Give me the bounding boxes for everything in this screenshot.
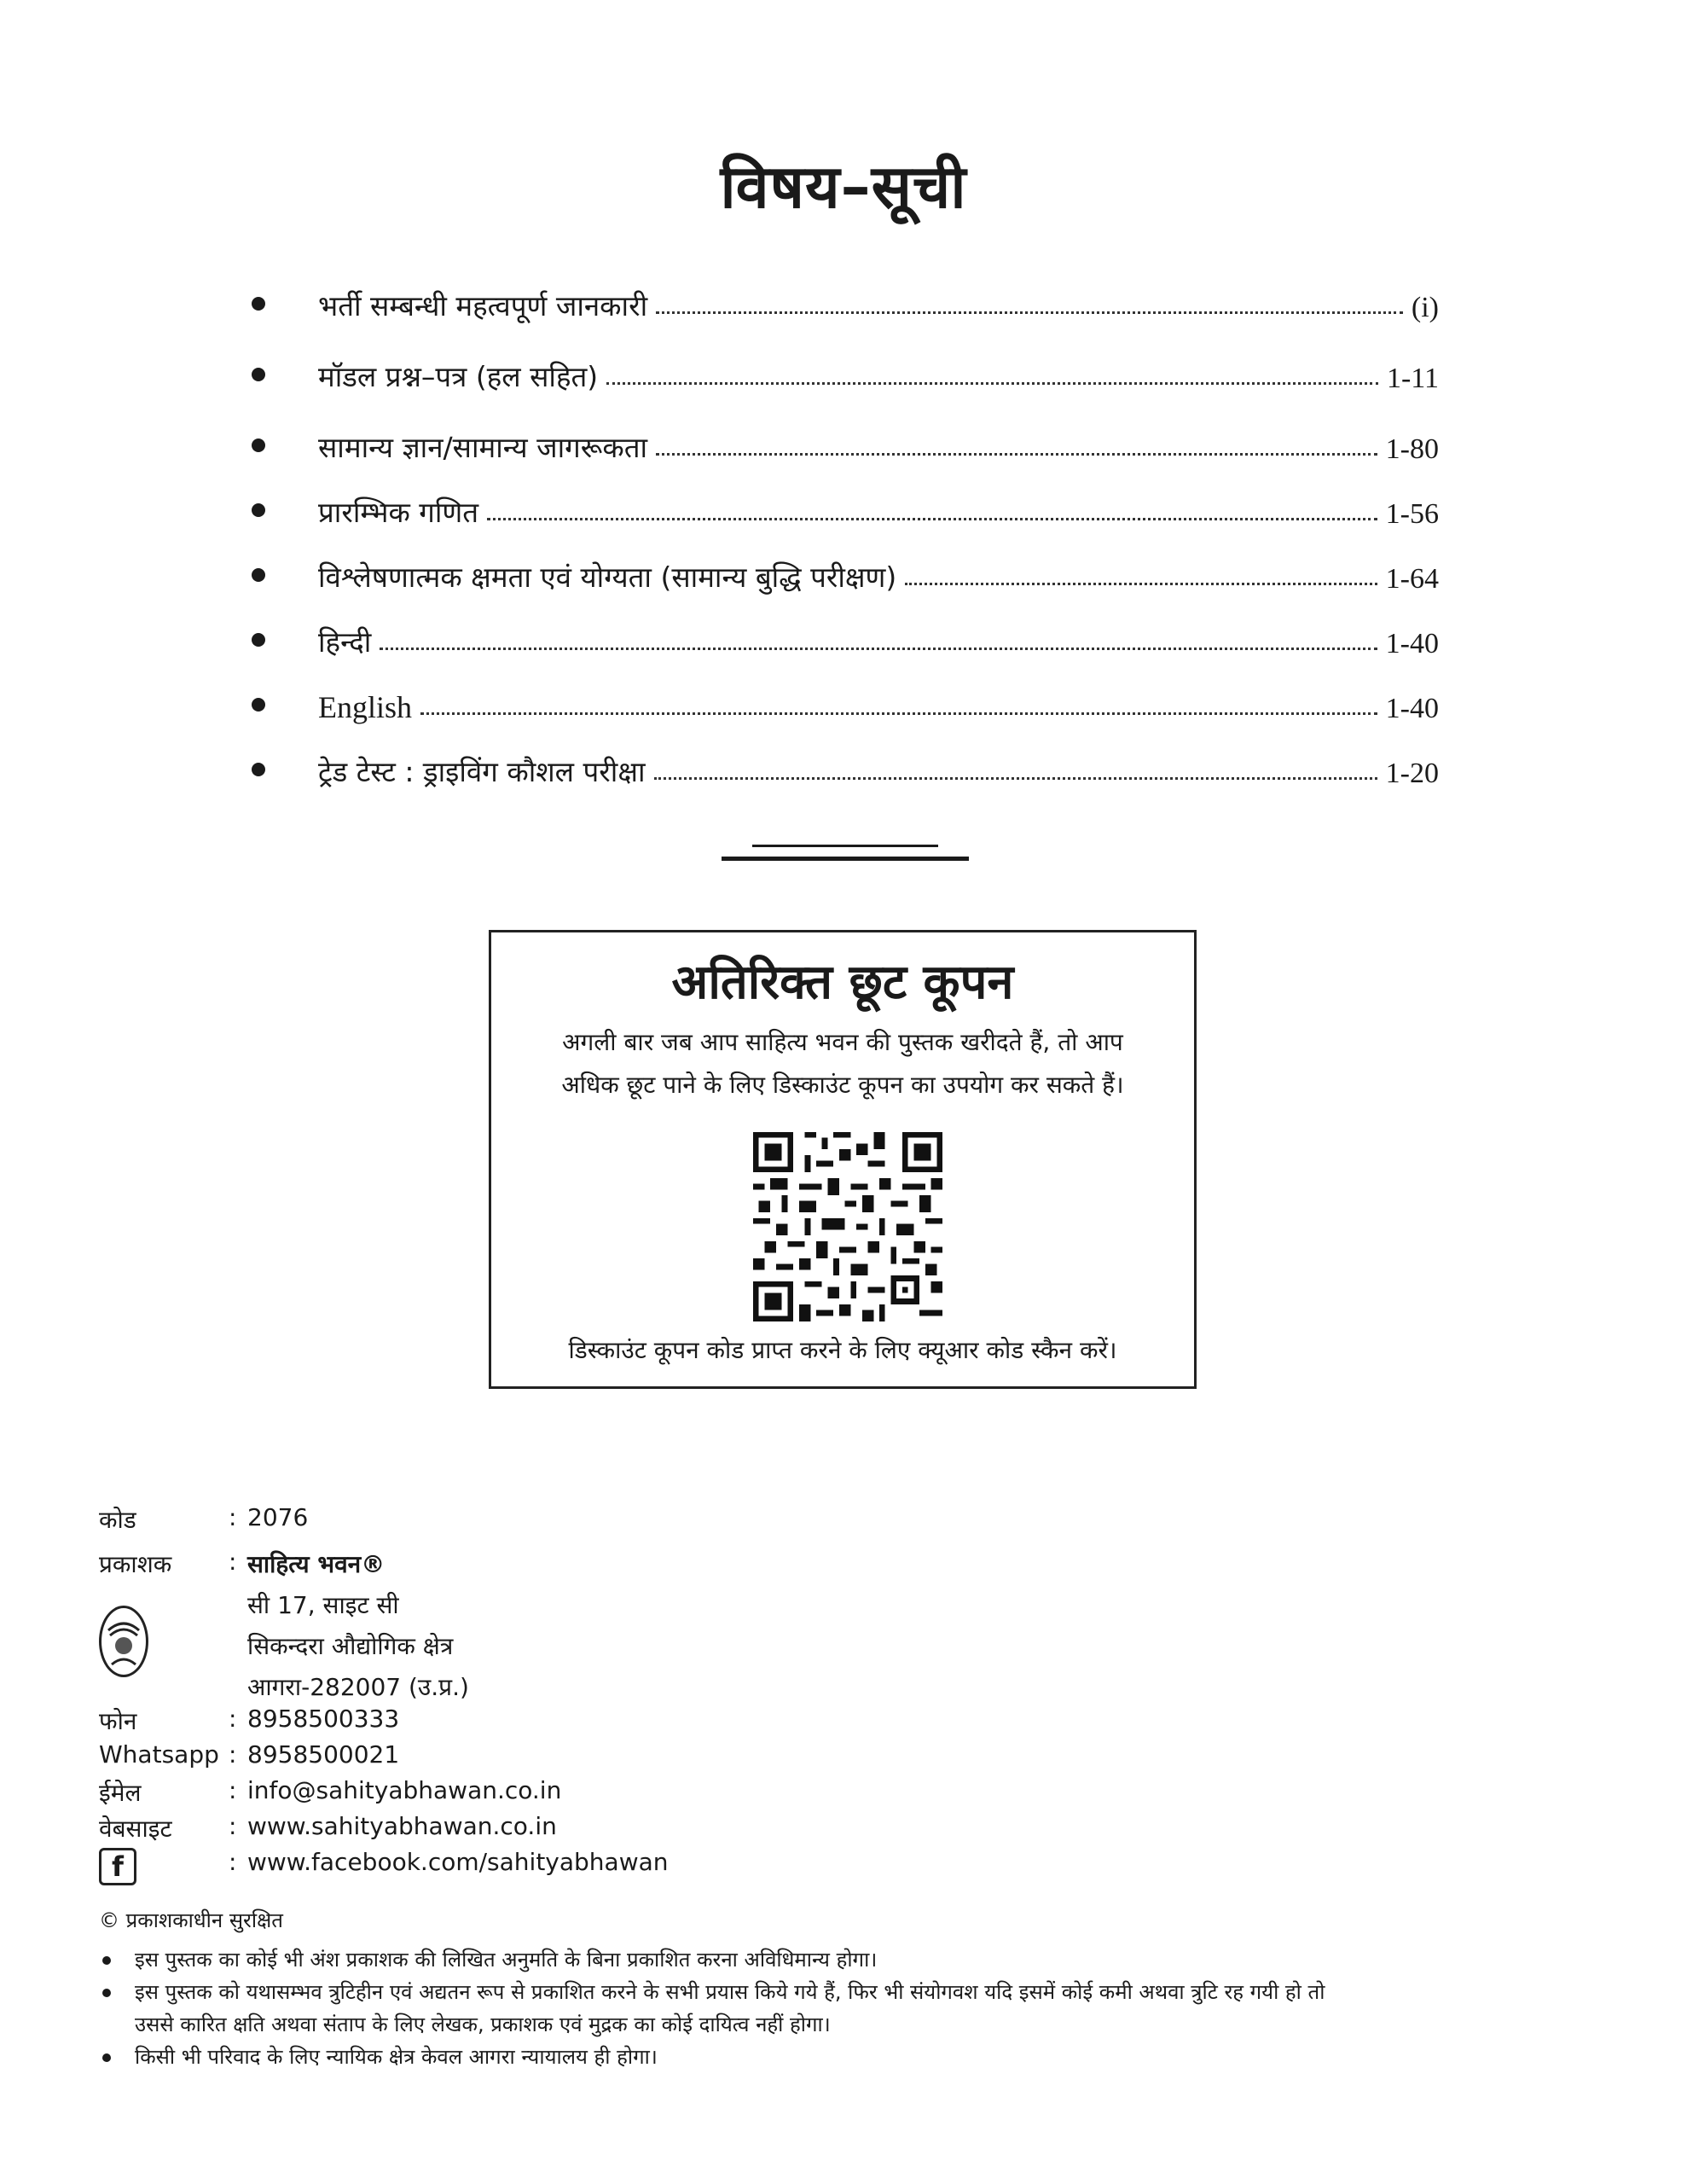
toc-label: सामान्य ज्ञान/सामान्य जागरूकता: [318, 431, 648, 464]
legal-point: [99, 1943, 1464, 1976]
bullet-icon: [102, 1956, 111, 1965]
toc-page: 1-64: [1385, 563, 1439, 595]
separator: :: [229, 1812, 237, 1840]
toc-item: [252, 674, 1439, 725]
toc-item: [252, 609, 1439, 660]
coupon-title: अतिरिक्त छूट कूपन: [671, 955, 1014, 1010]
whatsapp-label: Whatsapp: [99, 1740, 219, 1769]
bullet-icon: [252, 633, 265, 647]
toc-page: 1-40: [1385, 628, 1439, 659]
toc-label: ट्रेड टेस्ट : ड्राइविंग कौशल परीक्षा: [318, 755, 646, 788]
toc-item: [252, 544, 1439, 595]
toc-label: विश्लेषणात्मक क्षमता एवं योग्यता (सामान्य बुद्धि परीक्षण): [318, 561, 897, 594]
toc-page: 1-40: [1385, 693, 1439, 724]
publisher-logo-icon: [99, 1606, 148, 1677]
toc-label: भर्ती सम्बन्धी महत्वपूर्ण जानकारी: [318, 289, 648, 322]
toc-page: (i): [1411, 292, 1439, 323]
coupon-line: अधिक छूट पाने के लिए डिस्काउंट कूपन का उपयोग कर सकते हैं।: [561, 1071, 1124, 1099]
dot-leader: [487, 518, 1377, 520]
toc-label: English: [318, 690, 413, 724]
address-line: सिकन्दरा औद्योगिक क्षेत्र: [247, 1632, 454, 1660]
legal-notes: [99, 1904, 1464, 2073]
toc-item: [252, 479, 1439, 531]
bullet-icon: [252, 503, 265, 517]
toc-page: 1-11: [1386, 363, 1439, 394]
phone-value: 8958500333: [247, 1705, 400, 1733]
qr-code-icon[interactable]: [753, 1132, 942, 1321]
toc-item: [252, 739, 1439, 790]
page-title: विषय–सूची: [720, 152, 967, 222]
phone-label: फोन: [99, 1707, 137, 1735]
email-label: ईमेल: [99, 1779, 142, 1807]
legal-point: [99, 2041, 1464, 2073]
dot-leader: [656, 311, 1403, 314]
dot-leader: [606, 382, 1378, 385]
bullet-icon: [252, 368, 265, 381]
divider-short: [752, 845, 938, 847]
dot-leader: [380, 648, 1377, 650]
toc-page: 1-20: [1385, 758, 1439, 789]
bullet-icon: [252, 297, 265, 311]
separator: :: [229, 1548, 237, 1576]
toc-page: 1-80: [1385, 433, 1439, 465]
code-label: कोड: [99, 1506, 136, 1534]
legal-text: किसी भी परिवाद के लिए न्यायिक क्षेत्र केवल आगरा न्यायालय ही होगा।: [135, 2045, 658, 2069]
toc-item: [252, 415, 1439, 466]
separator: :: [229, 1705, 237, 1733]
facebook-link[interactable]: www.facebook.com/sahityabhawan: [247, 1848, 669, 1876]
separator: :: [229, 1776, 237, 1804]
facebook-icon: f: [99, 1848, 136, 1885]
bullet-icon: [252, 568, 265, 582]
legal-text: इस पुस्तक को यथासम्भव त्रुटिहीन एवं अद्यतन रूप से प्रकाशित करने के सभी प्रयास किये गये हैं, फिर भी संयोगवश यदि इसमें कोई कमी अथवा त्रुटि रह गयी हो तो उससे कारित क्षति अथवा संताप के लिए लेखक, प्रकाशक एवं मुद्रक का कोई दायित्व नहीं होगा।: [135, 1980, 1325, 2036]
bullet-icon: [252, 763, 265, 776]
toc-page: 1-56: [1385, 498, 1439, 530]
publisher-name: साहित्य भवन®: [247, 1550, 386, 1578]
dot-leader: [420, 712, 1377, 715]
code-value: 2076: [247, 1503, 309, 1531]
divider-long: [722, 857, 969, 861]
publisher-label: प्रकाशक: [99, 1550, 172, 1578]
dot-leader: [905, 583, 1377, 585]
toc-item: [252, 344, 1439, 395]
discount-coupon-box: [489, 930, 1197, 1389]
separator: :: [229, 1503, 237, 1531]
legal-text: इस पुस्तक का कोई भी अंश प्रकाशक की लिखित अनुमति के बिना प्रकाशित करना अविधिमान्य होगा।: [135, 1948, 878, 1972]
toc-label: प्रारम्भिक गणित: [318, 496, 479, 529]
copyright-notice: © प्रकाशकाधीन सुरक्षित: [99, 1908, 283, 1932]
bullet-icon: [102, 1989, 111, 1997]
coupon-footer: डिस्काउंट कूपन कोड प्राप्त करने के लिए क्यूआर कोड स्कैन करें।: [568, 1336, 1117, 1364]
address-line: सी 17, साइट सी: [247, 1591, 399, 1619]
toc-item: [252, 273, 1439, 324]
coupon-description: [517, 1021, 1168, 1107]
website-label: वेबसाइट: [99, 1815, 172, 1843]
coupon-line: अगली बार जब आप साहित्य भवन की पुस्तक खरीदते हैं, तो आप: [562, 1028, 1123, 1056]
dot-leader: [656, 453, 1377, 456]
bullet-icon: [252, 439, 265, 452]
separator: :: [229, 1740, 237, 1769]
bullet-icon: [252, 698, 265, 712]
legal-point: [99, 1976, 1346, 2041]
bullet-icon: [102, 2053, 111, 2062]
toc-label: मॉडल प्रश्न–पत्र (हल सहित): [318, 360, 599, 393]
toc-label: हिन्दी: [318, 625, 372, 659]
whatsapp-value: 8958500021: [247, 1740, 400, 1769]
email-link[interactable]: info@sahityabhawan.co.in: [247, 1776, 562, 1804]
address-line: आगरा-282007 (उ.प्र.): [247, 1673, 469, 1701]
website-link[interactable]: www.sahityabhawan.co.in: [247, 1812, 557, 1840]
dot-leader: [654, 777, 1377, 780]
separator: :: [229, 1848, 237, 1876]
